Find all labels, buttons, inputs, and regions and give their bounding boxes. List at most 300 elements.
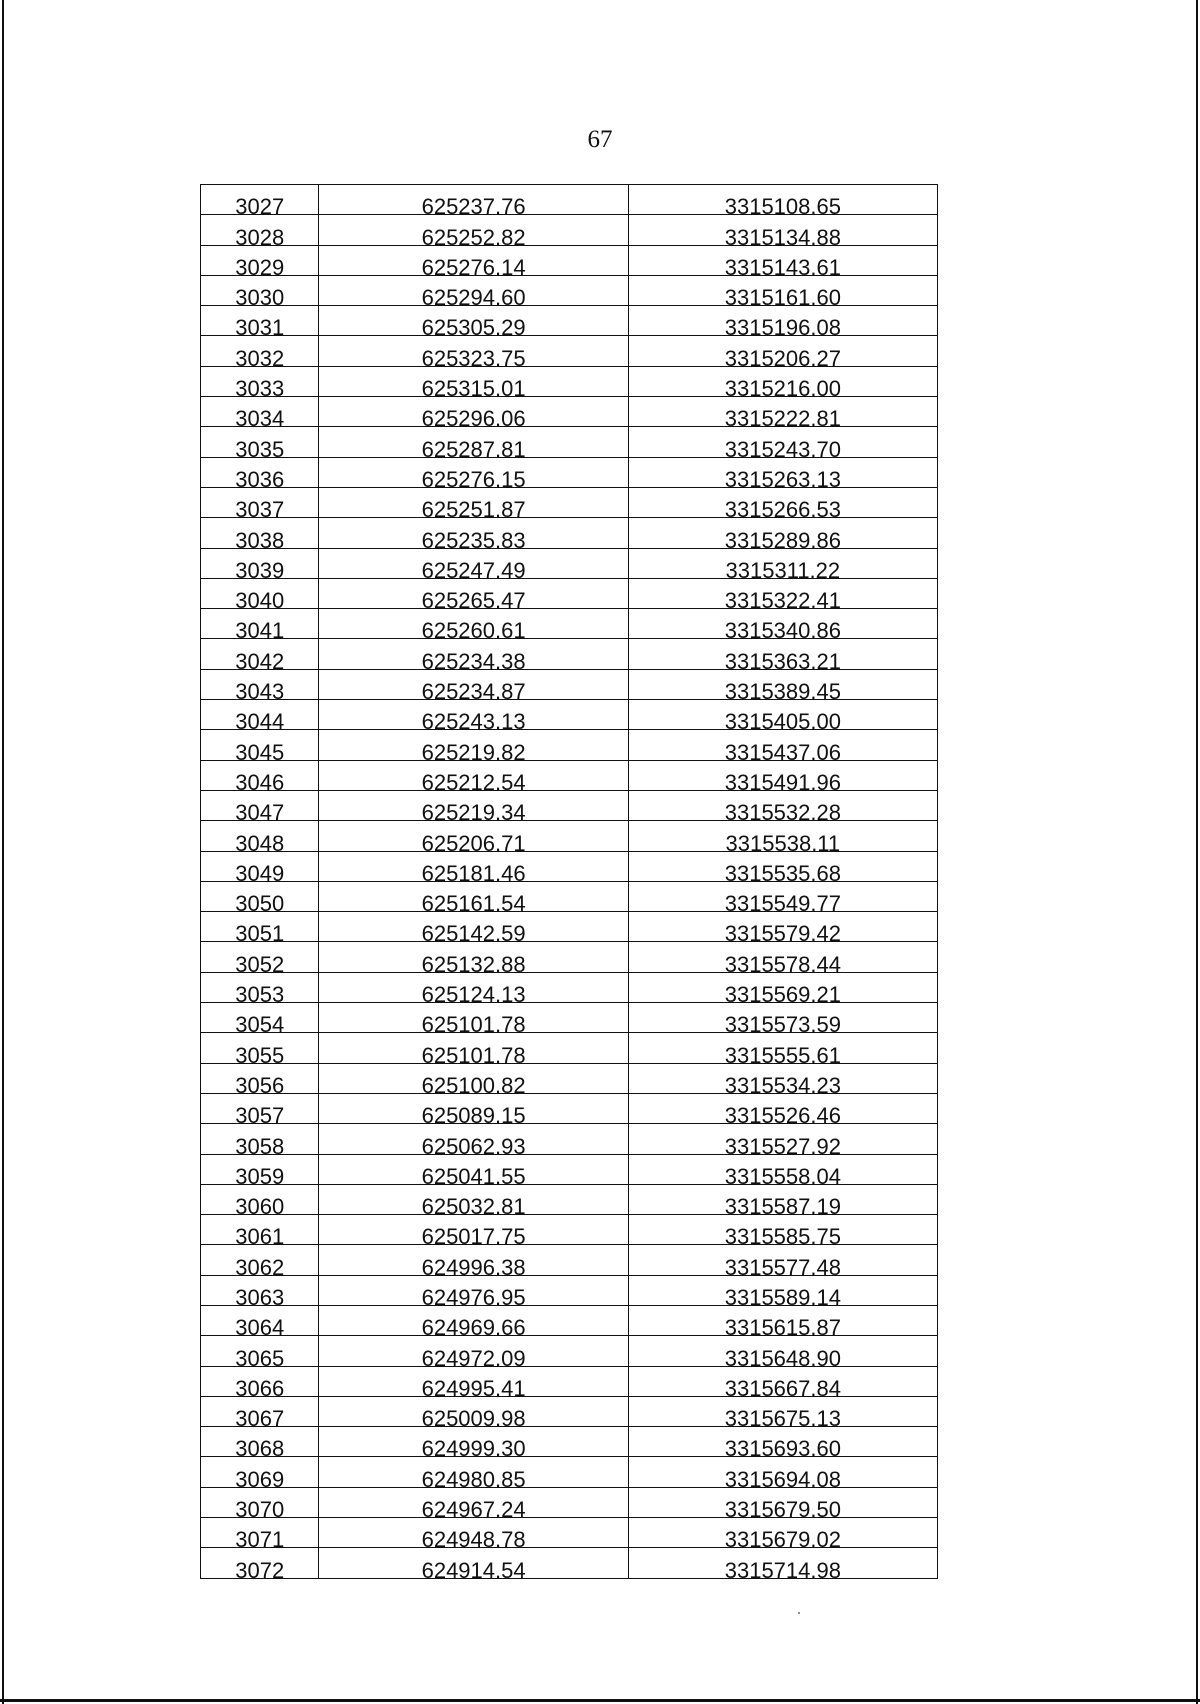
x-coordinate-cell bbox=[319, 245, 628, 280]
table-row bbox=[201, 548, 938, 578]
y-coordinate-cell bbox=[628, 1518, 937, 1553]
table-row bbox=[201, 185, 938, 215]
cell-text: 624914.54 bbox=[421, 1557, 526, 1583]
y-coordinate-cell bbox=[628, 730, 937, 765]
point-id-cell bbox=[201, 760, 319, 795]
cell-text: 3054 bbox=[235, 1012, 285, 1038]
y-coordinate-cell bbox=[628, 578, 937, 614]
cell-text: 624948.78 bbox=[421, 1527, 526, 1553]
y-coordinate-cell bbox=[628, 821, 937, 856]
table-body bbox=[201, 185, 938, 1583]
cell-text: 3315363.21 bbox=[724, 648, 841, 674]
y-coordinate-cell bbox=[628, 1366, 937, 1401]
point-id-cell bbox=[201, 1033, 319, 1068]
cell-text: 625041.55 bbox=[421, 1163, 526, 1189]
cell-text: 3028 bbox=[235, 224, 285, 250]
table-row bbox=[201, 942, 938, 972]
y-coordinate-cell bbox=[628, 215, 937, 250]
table-row bbox=[201, 275, 938, 305]
cell-text: 3315340.86 bbox=[724, 618, 841, 644]
table-row bbox=[201, 1366, 938, 1396]
cell-text: 3033 bbox=[235, 376, 285, 402]
point-id-cell bbox=[201, 942, 319, 977]
cell-text: 3315311.22 bbox=[725, 557, 841, 583]
table-row bbox=[201, 518, 938, 548]
cell-text: 625235.83 bbox=[421, 527, 526, 553]
cell-text: 625100.82 bbox=[421, 1072, 526, 1098]
cell-text: 3315405.00 bbox=[724, 709, 841, 735]
cell-text: 3315538.11 bbox=[725, 830, 841, 856]
cell-text: 625247.49 bbox=[421, 557, 526, 583]
cell-text: 3070 bbox=[235, 1497, 285, 1523]
y-coordinate-cell bbox=[628, 1305, 937, 1341]
point-id-cell bbox=[201, 1518, 319, 1553]
point-id-cell bbox=[201, 1215, 319, 1250]
table-row bbox=[201, 1548, 938, 1578]
cell-text: 3048 bbox=[235, 830, 285, 856]
x-coordinate-cell bbox=[319, 1396, 628, 1432]
cell-text: 3045 bbox=[235, 739, 285, 765]
cell-text: 3315679.02 bbox=[724, 1527, 841, 1553]
cell-text: 625062.93 bbox=[421, 1133, 526, 1159]
table-row bbox=[201, 1093, 938, 1123]
y-coordinate-cell bbox=[628, 609, 937, 644]
y-coordinate-cell bbox=[628, 487, 937, 523]
cell-text: 625234.87 bbox=[421, 679, 526, 705]
cell-text: 3059 bbox=[235, 1163, 285, 1189]
x-coordinate-cell bbox=[319, 1154, 628, 1189]
cell-text: 3315579.42 bbox=[724, 921, 841, 947]
y-coordinate-cell bbox=[628, 1427, 937, 1462]
table-row bbox=[201, 790, 938, 820]
page-number: 67 bbox=[587, 126, 613, 153]
cell-text: 625265.47 bbox=[421, 588, 526, 614]
x-coordinate-cell bbox=[319, 1305, 628, 1341]
point-id-cell bbox=[201, 366, 319, 402]
x-coordinate-cell bbox=[319, 1548, 628, 1583]
x-coordinate-cell bbox=[319, 1518, 628, 1553]
x-coordinate-cell bbox=[319, 639, 628, 674]
cell-text: 3315558.04 bbox=[724, 1163, 841, 1189]
x-coordinate-cell bbox=[319, 1184, 628, 1220]
cell-text: 625237.76 bbox=[421, 194, 526, 220]
cell-text: 3315615.87 bbox=[724, 1315, 841, 1341]
cell-text: 624976.95 bbox=[421, 1284, 526, 1310]
point-id-cell bbox=[201, 609, 319, 644]
cell-text: 624967.24 bbox=[421, 1497, 526, 1523]
table-row bbox=[201, 1003, 938, 1033]
point-id-cell bbox=[201, 1154, 319, 1189]
page-edge-left bbox=[2, 0, 4, 1704]
x-coordinate-cell bbox=[319, 518, 628, 553]
cell-text: 3029 bbox=[235, 254, 285, 280]
table-row bbox=[201, 1063, 938, 1093]
table-row bbox=[201, 881, 938, 911]
point-id-cell bbox=[201, 275, 319, 311]
cell-text: 3060 bbox=[235, 1194, 285, 1220]
table-row bbox=[201, 851, 938, 881]
x-coordinate-cell bbox=[319, 336, 628, 371]
point-id-cell bbox=[201, 1336, 319, 1371]
point-id-cell bbox=[201, 821, 319, 856]
cell-text: 3315693.60 bbox=[724, 1436, 841, 1462]
y-coordinate-cell bbox=[628, 1215, 937, 1250]
cell-text: 3315714.98 bbox=[724, 1557, 841, 1583]
cell-text: 625132.88 bbox=[421, 951, 526, 977]
cell-text: 625101.78 bbox=[421, 1012, 526, 1038]
cell-text: 3057 bbox=[235, 1103, 285, 1129]
x-coordinate-cell bbox=[319, 185, 628, 220]
cell-text: 3050 bbox=[235, 891, 285, 917]
cell-text: 625206.71 bbox=[421, 830, 526, 856]
cell-text: 3315134.88 bbox=[724, 224, 841, 250]
y-coordinate-cell bbox=[628, 1003, 937, 1038]
y-coordinate-cell bbox=[628, 972, 937, 1008]
cell-text: 3031 bbox=[235, 315, 285, 341]
y-coordinate-cell bbox=[628, 1184, 937, 1220]
cell-text: 3315437.06 bbox=[724, 739, 841, 765]
y-coordinate-cell bbox=[628, 1487, 937, 1523]
y-coordinate-cell bbox=[628, 457, 937, 492]
x-coordinate-cell bbox=[319, 397, 628, 432]
cell-text: 625243.13 bbox=[421, 709, 526, 735]
table-row bbox=[201, 609, 938, 639]
cell-text: 624996.38 bbox=[421, 1254, 526, 1280]
cell-text: 3315585.75 bbox=[724, 1224, 841, 1250]
cell-text: 3315222.81 bbox=[724, 406, 841, 432]
cell-text: 3066 bbox=[235, 1375, 285, 1401]
point-id-cell bbox=[201, 669, 319, 705]
cell-text: 3044 bbox=[235, 709, 285, 735]
table-row bbox=[201, 1487, 938, 1517]
cell-text: 3315589.14 bbox=[724, 1284, 841, 1310]
point-id-cell bbox=[201, 881, 319, 917]
table-row bbox=[201, 397, 938, 427]
cell-text: 3315555.61 bbox=[724, 1042, 841, 1068]
cell-text: 624972.09 bbox=[421, 1345, 526, 1371]
table-row bbox=[201, 306, 938, 336]
point-id-cell bbox=[201, 1093, 319, 1129]
cell-text: 625294.60 bbox=[421, 285, 526, 311]
point-id-cell bbox=[201, 487, 319, 523]
y-coordinate-cell bbox=[628, 306, 937, 341]
x-coordinate-cell bbox=[319, 760, 628, 795]
cell-text: 3315322.41 bbox=[724, 588, 841, 614]
table-row bbox=[201, 700, 938, 730]
point-id-cell bbox=[201, 1184, 319, 1220]
point-id-cell bbox=[201, 578, 319, 614]
x-coordinate-cell bbox=[319, 1457, 628, 1492]
table-row bbox=[201, 1336, 938, 1366]
x-coordinate-cell bbox=[319, 427, 628, 462]
cell-text: 3062 bbox=[235, 1254, 285, 1280]
cell-text: 3027 bbox=[235, 194, 285, 220]
cell-text: 624980.85 bbox=[421, 1466, 526, 1492]
table-row bbox=[201, 1154, 938, 1184]
cell-text: 625276.15 bbox=[421, 466, 526, 492]
cell-text: 3315535.68 bbox=[724, 860, 841, 886]
table-row bbox=[201, 1124, 938, 1154]
point-id-cell bbox=[201, 1305, 319, 1341]
y-coordinate-cell bbox=[628, 1033, 937, 1068]
y-coordinate-cell bbox=[628, 1548, 937, 1583]
point-id-cell bbox=[201, 336, 319, 371]
cell-text: 3043 bbox=[235, 679, 285, 705]
y-coordinate-cell bbox=[628, 1457, 937, 1492]
cell-text: 625212.54 bbox=[421, 769, 526, 795]
cell-text: 3315161.60 bbox=[724, 285, 841, 311]
cell-text: 3036 bbox=[235, 466, 285, 492]
table-row bbox=[201, 1275, 938, 1305]
cell-text: 3315266.53 bbox=[724, 497, 841, 523]
y-coordinate-cell bbox=[628, 397, 937, 432]
cell-text: 3039 bbox=[235, 557, 285, 583]
cell-text: 625017.75 bbox=[421, 1224, 526, 1250]
page-edge-right bbox=[1196, 0, 1198, 1704]
x-coordinate-cell bbox=[319, 912, 628, 947]
point-id-cell bbox=[201, 518, 319, 553]
x-coordinate-cell bbox=[319, 1033, 628, 1068]
table-row bbox=[201, 1518, 938, 1548]
x-coordinate-cell bbox=[319, 548, 628, 583]
x-coordinate-cell bbox=[319, 1063, 628, 1098]
table-row bbox=[201, 1305, 938, 1335]
cell-text: 3315289.86 bbox=[724, 527, 841, 553]
cell-text: 3058 bbox=[235, 1133, 285, 1159]
cell-text: 3068 bbox=[235, 1436, 285, 1462]
point-id-cell bbox=[201, 851, 319, 886]
point-id-cell bbox=[201, 1487, 319, 1523]
coordinate-table bbox=[200, 184, 938, 1583]
cell-text: 3315532.28 bbox=[724, 800, 841, 826]
x-coordinate-cell bbox=[319, 306, 628, 341]
cell-text: 3064 bbox=[235, 1315, 285, 1341]
point-id-cell bbox=[201, 1457, 319, 1492]
point-id-cell bbox=[201, 700, 319, 735]
x-coordinate-cell bbox=[319, 669, 628, 705]
point-id-cell bbox=[201, 912, 319, 947]
y-coordinate-cell bbox=[628, 639, 937, 674]
y-coordinate-cell bbox=[628, 669, 937, 705]
cell-text: 625219.34 bbox=[421, 800, 526, 826]
x-coordinate-cell bbox=[319, 1487, 628, 1523]
cell-text: 3315549.77 bbox=[724, 891, 841, 917]
x-coordinate-cell bbox=[319, 366, 628, 402]
point-id-cell bbox=[201, 790, 319, 826]
point-id-cell bbox=[201, 1245, 319, 1280]
y-coordinate-cell bbox=[628, 245, 937, 280]
cell-text: 3315577.48 bbox=[724, 1254, 841, 1280]
cell-text: 3315569.21 bbox=[724, 982, 841, 1008]
cell-text: 625315.01 bbox=[421, 376, 526, 402]
cell-text: 3032 bbox=[235, 345, 285, 371]
y-coordinate-cell bbox=[628, 1154, 937, 1189]
cell-text: 3072 bbox=[235, 1557, 285, 1583]
cell-text: 3030 bbox=[235, 285, 285, 311]
cell-text: 3052 bbox=[235, 951, 285, 977]
cell-text: 625101.78 bbox=[421, 1042, 526, 1068]
x-coordinate-cell bbox=[319, 821, 628, 856]
y-coordinate-cell bbox=[628, 851, 937, 886]
cell-text: 3056 bbox=[235, 1072, 285, 1098]
cell-text: 3315578.44 bbox=[724, 951, 841, 977]
table-row bbox=[201, 1033, 938, 1063]
cell-text: 3038 bbox=[235, 527, 285, 553]
x-coordinate-cell bbox=[319, 609, 628, 644]
y-coordinate-cell bbox=[628, 881, 937, 917]
cell-text: 3065 bbox=[235, 1345, 285, 1371]
cell-text: 3315679.50 bbox=[724, 1497, 841, 1523]
cell-text: 3315243.70 bbox=[724, 436, 841, 462]
point-id-cell bbox=[201, 1427, 319, 1462]
cell-text: 3055 bbox=[235, 1042, 285, 1068]
y-coordinate-cell bbox=[628, 185, 937, 220]
table-row bbox=[201, 730, 938, 760]
y-coordinate-cell bbox=[628, 760, 937, 795]
cell-text: 3315534.23 bbox=[724, 1072, 841, 1098]
table-row bbox=[201, 578, 938, 608]
y-coordinate-cell bbox=[628, 427, 937, 462]
cell-text: 3315694.08 bbox=[724, 1466, 841, 1492]
y-coordinate-cell bbox=[628, 366, 937, 402]
cell-text: 3315526.46 bbox=[724, 1103, 841, 1129]
x-coordinate-cell bbox=[319, 1003, 628, 1038]
cell-text: 625181.46 bbox=[421, 860, 526, 886]
x-coordinate-cell bbox=[319, 700, 628, 735]
table-row bbox=[201, 669, 938, 699]
cell-text: 625305.29 bbox=[421, 315, 526, 341]
cell-text: 3071 bbox=[235, 1527, 285, 1553]
cell-text: 3051 bbox=[235, 921, 285, 947]
table-row bbox=[201, 912, 938, 942]
table-row bbox=[201, 1184, 938, 1214]
cell-text: 624999.30 bbox=[421, 1436, 526, 1462]
cell-text: 3049 bbox=[235, 860, 285, 886]
cell-text: 3063 bbox=[235, 1284, 285, 1310]
point-id-cell bbox=[201, 972, 319, 1008]
cell-text: 625124.13 bbox=[421, 982, 526, 1008]
table-row bbox=[201, 487, 938, 517]
y-coordinate-cell bbox=[628, 1245, 937, 1280]
cell-text: 625287.81 bbox=[421, 436, 526, 462]
point-id-cell bbox=[201, 215, 319, 250]
cell-text: 3041 bbox=[235, 618, 285, 644]
point-id-cell bbox=[201, 397, 319, 432]
cell-text: 3315196.08 bbox=[724, 315, 841, 341]
x-coordinate-cell bbox=[319, 790, 628, 826]
y-coordinate-cell bbox=[628, 1063, 937, 1098]
point-id-cell bbox=[201, 427, 319, 462]
point-id-cell bbox=[201, 306, 319, 341]
table-row bbox=[201, 427, 938, 457]
cell-text: 625251.87 bbox=[421, 497, 526, 523]
cell-text: 625161.54 bbox=[421, 891, 526, 917]
point-id-cell bbox=[201, 1548, 319, 1583]
x-coordinate-cell bbox=[319, 1093, 628, 1129]
cell-text: 3069 bbox=[235, 1466, 285, 1492]
cell-text: 3315587.19 bbox=[724, 1194, 841, 1220]
x-coordinate-cell bbox=[319, 1275, 628, 1310]
point-id-cell bbox=[201, 1275, 319, 1310]
cell-text: 3315648.90 bbox=[724, 1345, 841, 1371]
point-id-cell bbox=[201, 548, 319, 583]
cell-text: 3315573.59 bbox=[724, 1012, 841, 1038]
table-row bbox=[201, 1396, 938, 1426]
cell-text: 3315667.84 bbox=[724, 1375, 841, 1401]
cell-text: 625009.98 bbox=[421, 1406, 526, 1432]
cell-text: 3315216.00 bbox=[724, 376, 841, 402]
cell-text: 3315206.27 bbox=[724, 345, 841, 371]
y-coordinate-cell bbox=[628, 1275, 937, 1310]
cell-text: 3047 bbox=[235, 800, 285, 826]
cell-text: 3315263.13 bbox=[724, 466, 841, 492]
x-coordinate-cell bbox=[319, 275, 628, 311]
cell-text: 625323.75 bbox=[421, 345, 526, 371]
table-row bbox=[201, 336, 938, 366]
y-coordinate-cell bbox=[628, 275, 937, 311]
point-id-cell bbox=[201, 1063, 319, 1098]
point-id-cell bbox=[201, 1396, 319, 1432]
point-id-cell bbox=[201, 1124, 319, 1159]
y-coordinate-cell bbox=[628, 700, 937, 735]
y-coordinate-cell bbox=[628, 1093, 937, 1129]
cell-text: 625089.15 bbox=[421, 1103, 526, 1129]
cell-text: 3035 bbox=[235, 436, 285, 462]
cell-text: 3034 bbox=[235, 406, 285, 432]
x-coordinate-cell bbox=[319, 972, 628, 1008]
cell-text: 3315389.45 bbox=[724, 679, 841, 705]
x-coordinate-cell bbox=[319, 487, 628, 523]
table-row bbox=[201, 639, 938, 669]
cell-text: 625296.06 bbox=[421, 406, 526, 432]
page-edge-bottom bbox=[0, 1699, 1200, 1702]
x-coordinate-cell bbox=[319, 1124, 628, 1159]
y-coordinate-cell bbox=[628, 518, 937, 553]
cell-text: 625252.82 bbox=[421, 224, 526, 250]
cell-text: 3061 bbox=[235, 1224, 285, 1250]
x-coordinate-cell bbox=[319, 730, 628, 765]
cell-text: 3315675.13 bbox=[724, 1406, 841, 1432]
table-row bbox=[201, 972, 938, 1002]
cell-text: 3315108.65 bbox=[724, 194, 841, 220]
x-coordinate-cell bbox=[319, 457, 628, 492]
point-id-cell bbox=[201, 185, 319, 220]
x-coordinate-cell bbox=[319, 851, 628, 886]
cell-text: 624995.41 bbox=[421, 1375, 526, 1401]
cell-text: 3067 bbox=[235, 1406, 285, 1432]
point-id-cell bbox=[201, 457, 319, 492]
scan-speck bbox=[798, 1612, 800, 1614]
cell-text: 3042 bbox=[235, 648, 285, 674]
y-coordinate-cell bbox=[628, 336, 937, 371]
cell-text: 625142.59 bbox=[421, 921, 526, 947]
point-id-cell bbox=[201, 730, 319, 765]
x-coordinate-cell bbox=[319, 215, 628, 250]
cell-text: 3315491.96 bbox=[724, 769, 841, 795]
cell-text: 625234.38 bbox=[421, 648, 526, 674]
y-coordinate-cell bbox=[628, 1336, 937, 1371]
cell-text: 3315527.92 bbox=[724, 1133, 841, 1159]
x-coordinate-cell bbox=[319, 1336, 628, 1371]
y-coordinate-cell bbox=[628, 548, 937, 583]
cell-text: 625260.61 bbox=[421, 618, 526, 644]
cell-text: 3040 bbox=[235, 588, 285, 614]
table-row bbox=[201, 1245, 938, 1275]
x-coordinate-cell bbox=[319, 578, 628, 614]
point-id-cell bbox=[201, 1366, 319, 1401]
table-row bbox=[201, 1457, 938, 1487]
x-coordinate-cell bbox=[319, 1366, 628, 1401]
